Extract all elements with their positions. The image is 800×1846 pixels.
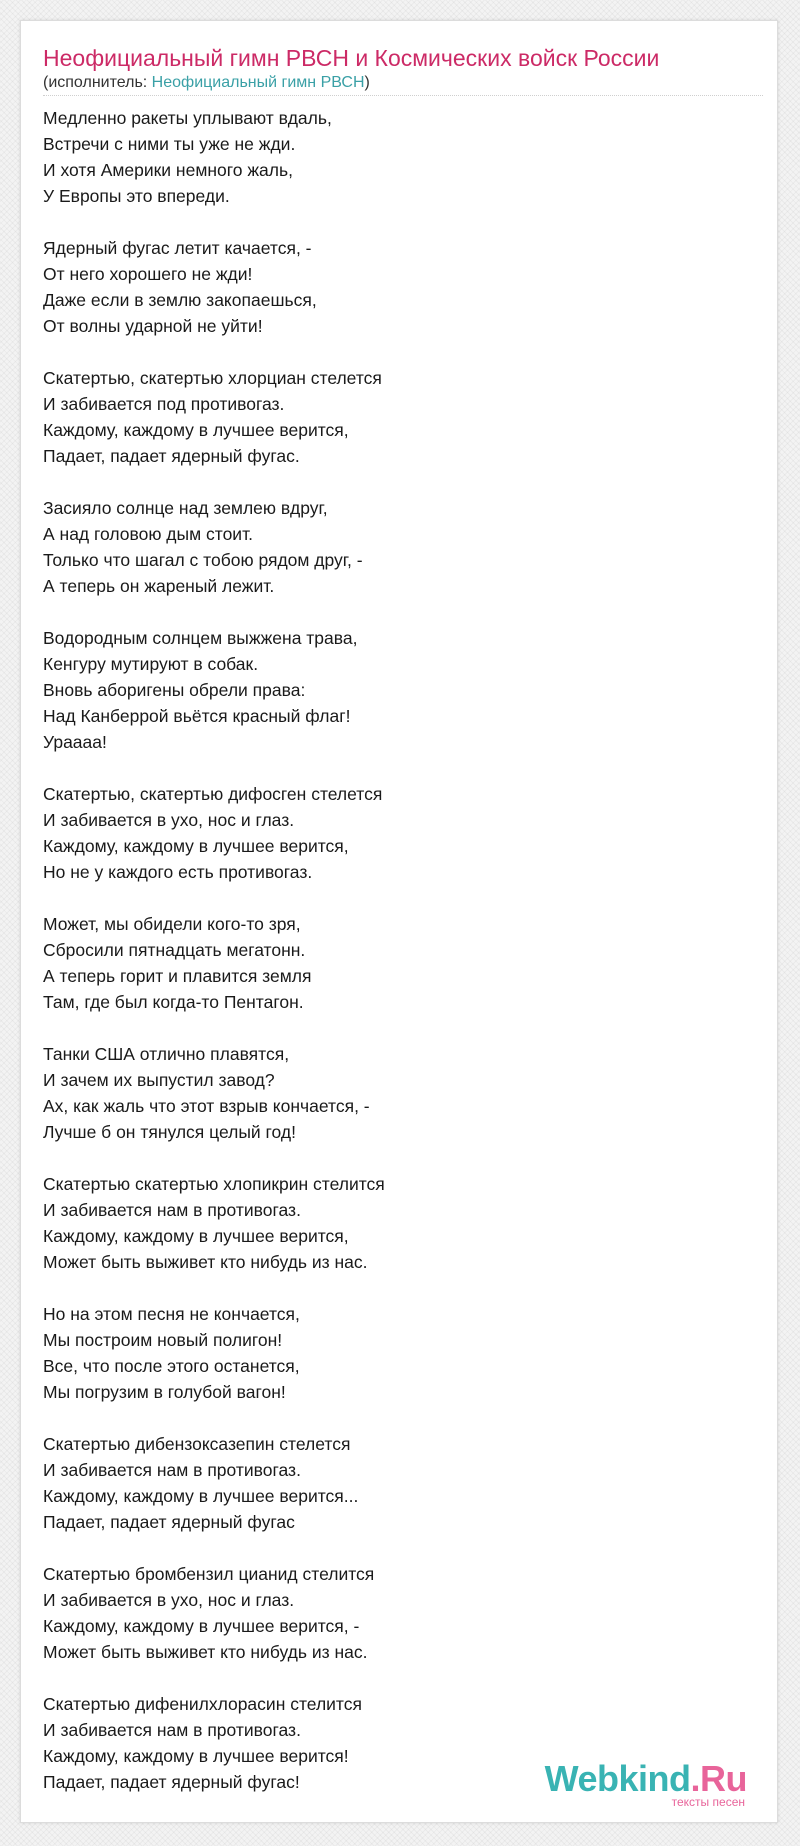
- lyric-line: Сбросили пятнадцать мегатонн.: [43, 940, 306, 960]
- lyric-line: Может быть выживет кто нибудь из нас.: [43, 1252, 368, 1272]
- lyric-line: Засияло солнце над землею вдруг,: [43, 498, 328, 518]
- lyrics-stanza: [43, 495, 743, 599]
- lyric-line: Кенгуру мутируют в собак.: [43, 654, 259, 674]
- lyric-line: Падает, падает ядерный фугас.: [43, 446, 300, 466]
- lyric-line: Ядерный фугас летит качается, -: [43, 238, 312, 258]
- artist-line: [43, 73, 370, 93]
- lyric-line: Каждому, каждому в лучшее верится...: [43, 1486, 359, 1506]
- lyric-line: Над Канберрой вьётся красный флаг!: [43, 706, 351, 726]
- lyrics-card: [20, 20, 778, 1823]
- artist-suffix: ): [364, 74, 370, 91]
- lyric-line: Падает, падает ядерный фугас!: [43, 1772, 300, 1792]
- lyric-line: Может быть выживет кто нибудь из нас.: [43, 1642, 368, 1662]
- lyric-line: Скатертью дибензоксазепин стелется: [43, 1434, 351, 1454]
- lyric-line: И зачем их выпустил завод?: [43, 1070, 275, 1090]
- lyric-line: Каждому, каждому в лучшее верится, -: [43, 1616, 360, 1636]
- lyric-line: Каждому, каждому в лучшее верится,: [43, 1226, 349, 1246]
- lyrics-stanza: [43, 235, 743, 339]
- lyric-line: Скатертью, скатертью дифосген стелется: [43, 784, 383, 804]
- logo-tagline: тексты песен: [671, 1795, 745, 1809]
- lyric-line: Вновь аборигены обрели права:: [43, 680, 306, 700]
- lyric-line: У Европы это впереди.: [43, 186, 230, 206]
- lyric-line: Но на этом песня не кончается,: [43, 1304, 300, 1324]
- artist-link[interactable]: Неофициальный гимн РВСН: [151, 74, 365, 91]
- lyric-line: И забивается нам в противогаз.: [43, 1720, 301, 1740]
- lyric-line: Ах, как жаль что этот взрыв кончается, -: [43, 1096, 370, 1116]
- lyric-line: А над головою дым стоит.: [43, 524, 254, 544]
- lyrics-stanza: [43, 105, 743, 209]
- lyric-line: Каждому, каждому в лучшее верится!: [43, 1746, 349, 1766]
- lyrics-body: [43, 105, 743, 1821]
- lyric-line: Там, где был когда-то Пентагон.: [43, 992, 304, 1012]
- lyric-line: Скатертью бромбензил цианид стелится: [43, 1564, 375, 1584]
- lyric-line: И забивается нам в противогаз.: [43, 1460, 301, 1480]
- lyric-line: Падает, падает ядерный фугас: [43, 1512, 295, 1532]
- site-logo[interactable]: [545, 1760, 747, 1808]
- lyric-line: Скатертью, скатертью хлорциан стелется: [43, 368, 382, 388]
- lyrics-stanza: [43, 1171, 743, 1275]
- lyric-line: И забивается под противогаз.: [43, 394, 285, 414]
- lyrics-stanza: [43, 911, 743, 1015]
- lyric-line: Танки США отлично плавятся,: [43, 1044, 290, 1064]
- lyric-line: Мы погрузим в голубой вагон!: [43, 1382, 286, 1402]
- lyric-line: Ураааа!: [43, 732, 107, 752]
- lyric-line: Лучше б он тянулся целый год!: [43, 1122, 296, 1142]
- lyric-line: Встречи с ними ты уже не жди.: [43, 134, 296, 154]
- page-title: Неофициальный гимн РВСН и Космических войск России: [43, 45, 660, 71]
- lyrics-stanza: [43, 365, 743, 469]
- lyric-line: Но не у каждого есть противогаз.: [43, 862, 313, 882]
- lyric-line: Все, что после этого останется,: [43, 1356, 300, 1376]
- lyric-line: От него хорошего не жди!: [43, 264, 253, 284]
- lyric-line: Водородным солнцем выжжена трава,: [43, 628, 358, 648]
- lyrics-stanza: [43, 1431, 743, 1535]
- lyric-line: Может, мы обидели кого-то зря,: [43, 914, 301, 934]
- lyric-line: Скатертью скатертью хлопикрин стелится: [43, 1174, 385, 1194]
- logo-ru: .Ru: [690, 1758, 747, 1799]
- lyric-line: Каждому, каждому в лучшее верится,: [43, 836, 349, 856]
- title-divider: [43, 95, 763, 96]
- lyrics-stanza: [43, 1301, 743, 1405]
- lyric-line: Скатертью дифенилхлорасин стелится: [43, 1694, 362, 1714]
- lyrics-stanza: [43, 625, 743, 755]
- logo-wordmark: [545, 1760, 747, 1798]
- lyric-line: Каждому, каждому в лучшее верится,: [43, 420, 349, 440]
- lyric-line: А теперь горит и плавится земля: [43, 966, 312, 986]
- lyric-line: И забивается в ухо, нос и глаз.: [43, 810, 295, 830]
- lyric-line: И забивается нам в противогаз.: [43, 1200, 301, 1220]
- lyrics-stanza: [43, 1041, 743, 1145]
- lyric-line: Даже если в землю закопаешься,: [43, 290, 317, 310]
- lyric-line: И забивается в ухо, нос и глаз.: [43, 1590, 295, 1610]
- lyric-line: Медленно ракеты уплывают вдаль,: [43, 108, 332, 128]
- logo-web: Webkind: [544, 1758, 691, 1799]
- lyric-line: Только что шагал с тобою рядом друг, -: [43, 550, 363, 570]
- artist-prefix: (исполнитель:: [43, 74, 152, 91]
- lyric-line: Мы построим новый полигон!: [43, 1330, 283, 1350]
- lyric-line: А теперь он жареный лежит.: [43, 576, 275, 596]
- lyrics-stanza: [43, 781, 743, 885]
- lyric-line: От волны ударной не уйти!: [43, 316, 263, 336]
- lyric-line: И хотя Америки немного жаль,: [43, 160, 293, 180]
- lyrics-stanza: [43, 1561, 743, 1665]
